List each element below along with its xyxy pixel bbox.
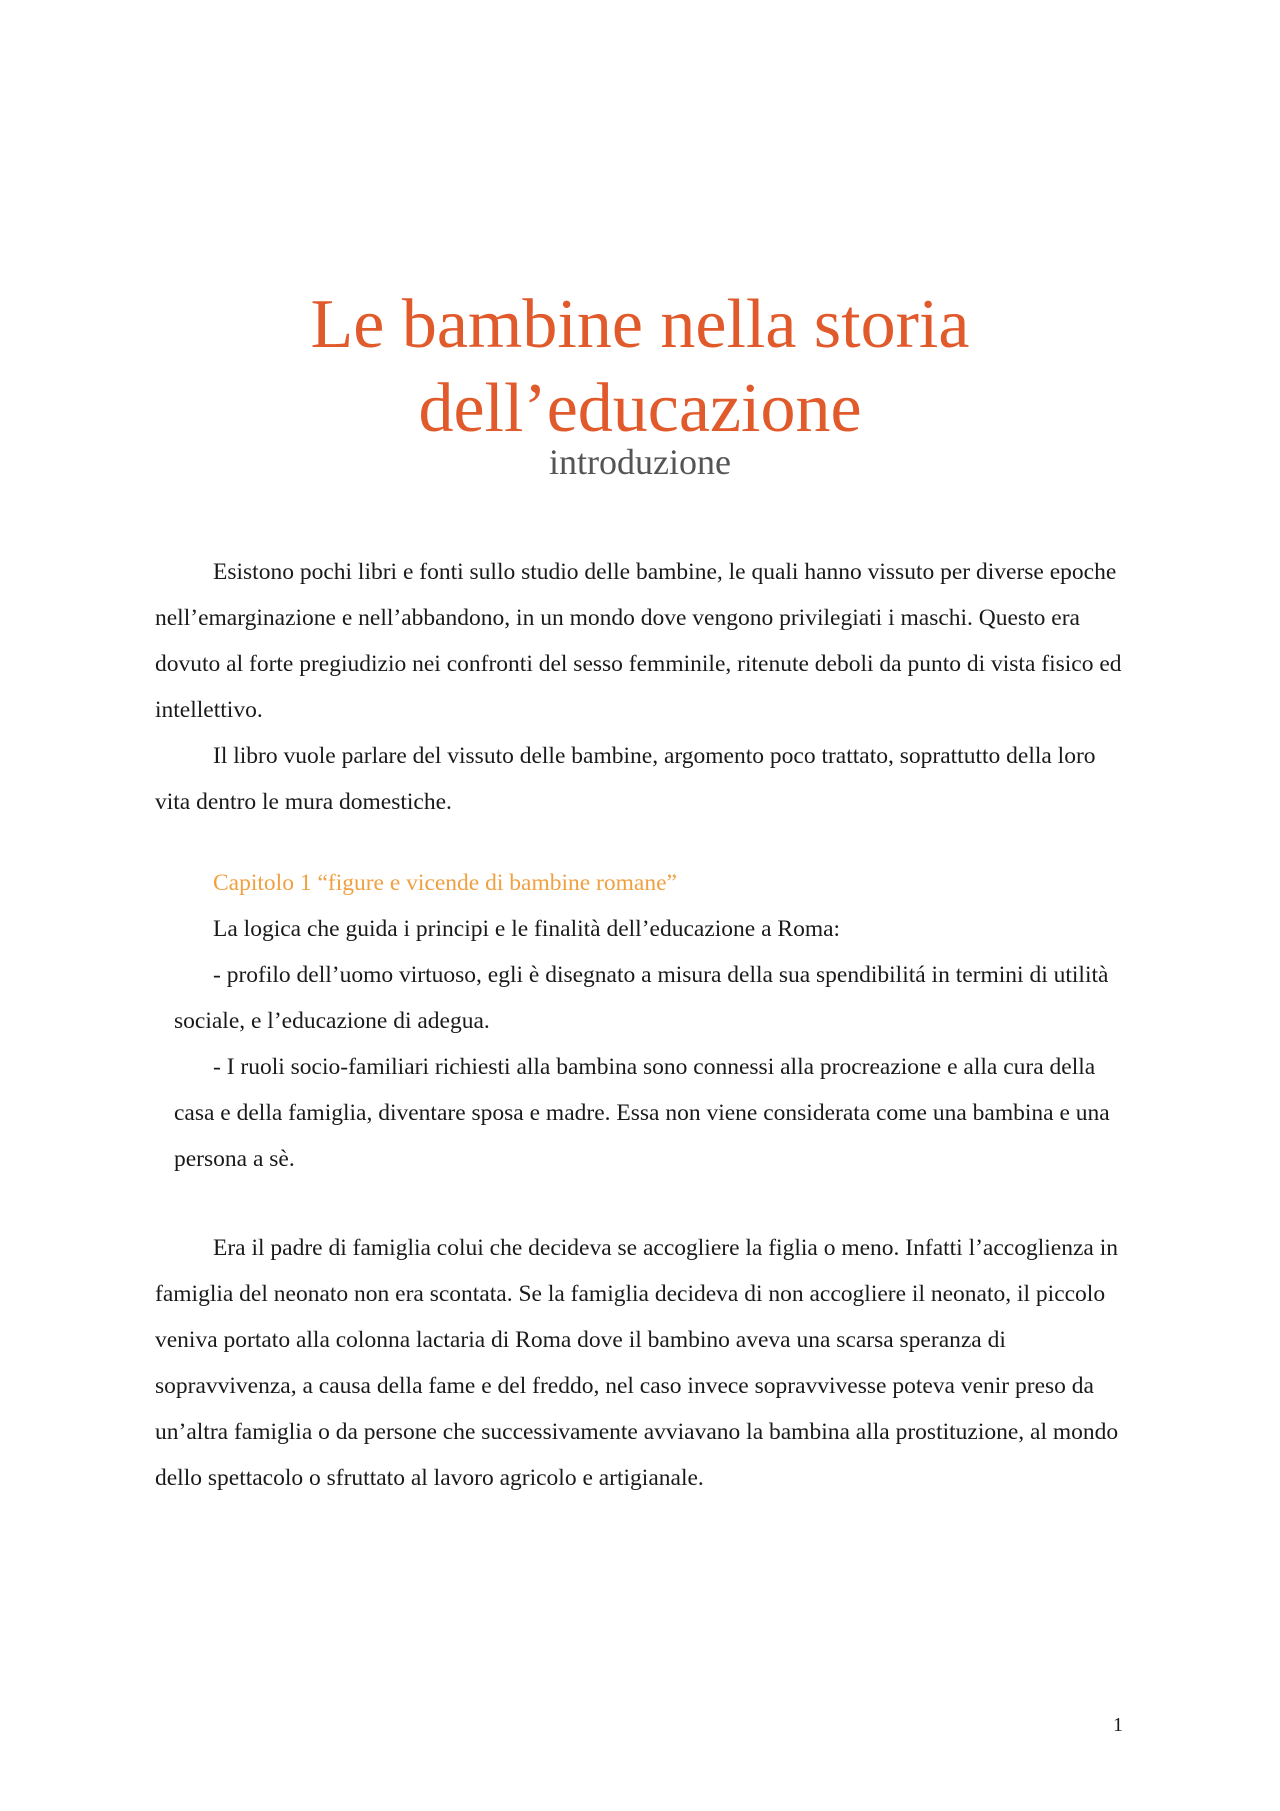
chapter-intro: La logica che guida i principi e le finalità dell’educazione a Roma: — [213, 916, 841, 942]
intro-paragraph-2: Il libro vuole parlare del vissuto delle bambine, argomento poco trattato, soprattutto della loro vita dentro le mura domestiche. — [155, 743, 1096, 815]
page-number: 1 — [1113, 1714, 1123, 1736]
title-line-2: dell’educazione — [418, 370, 862, 447]
title-line-1: Le bambine nella storia — [310, 286, 970, 363]
closing-paragraph: Era il padre di famiglia colui che decideva se accogliere la figlia o meno. Infatti l’accoglienza in famiglia del neonato non era scontata. Se la famiglia decideva di non accogliere il neonato, il piccolo veniva portato alla colonna lactaria di Roma dove il bambino aveva una scarsa speranza di sopravvivenza, a causa della fame e del freddo, nel caso invece sopravvivesse poteva venir preso da un’altra famiglia o da persone che successivamente avviavano la bambina alla prostituzione, al mondo dello spettacolo o sfruttato al lavoro agricolo e artigianale. — [155, 1235, 1119, 1491]
document-subtitle: introduzione — [549, 442, 731, 482]
list-item-1: - profilo dell’uomo virtuoso, egli è disegnato a misura della sua spendibilitá in termini di utilità sociale, e l’educazione di adegua. — [174, 962, 1109, 1034]
document-title — [0, 283, 1280, 451]
intro-paragraph-1: Esistono pochi libri e fonti sullo studio delle bambine, le quali hanno vissuto per diverse epoche nell’emarginazione e nell’abbandono, in un mondo dove vengono privilegiati i maschi. Questo era dovuto al forte pregiudizio nei confronti del sesso femminile, ritenute deboli da punto di vista fisico ed intellettivo. — [155, 559, 1122, 723]
chapter-heading: Capitolo 1 “figure e vicende di bambine romane” — [213, 870, 677, 896]
list-item-2: - I ruoli socio-familiari richiesti alla bambina sono connessi alla procreazione e alla cura della casa e della famiglia, diventare sposa e madre. Essa non viene considerata come una bambina e una persona a sè. — [174, 1054, 1110, 1172]
